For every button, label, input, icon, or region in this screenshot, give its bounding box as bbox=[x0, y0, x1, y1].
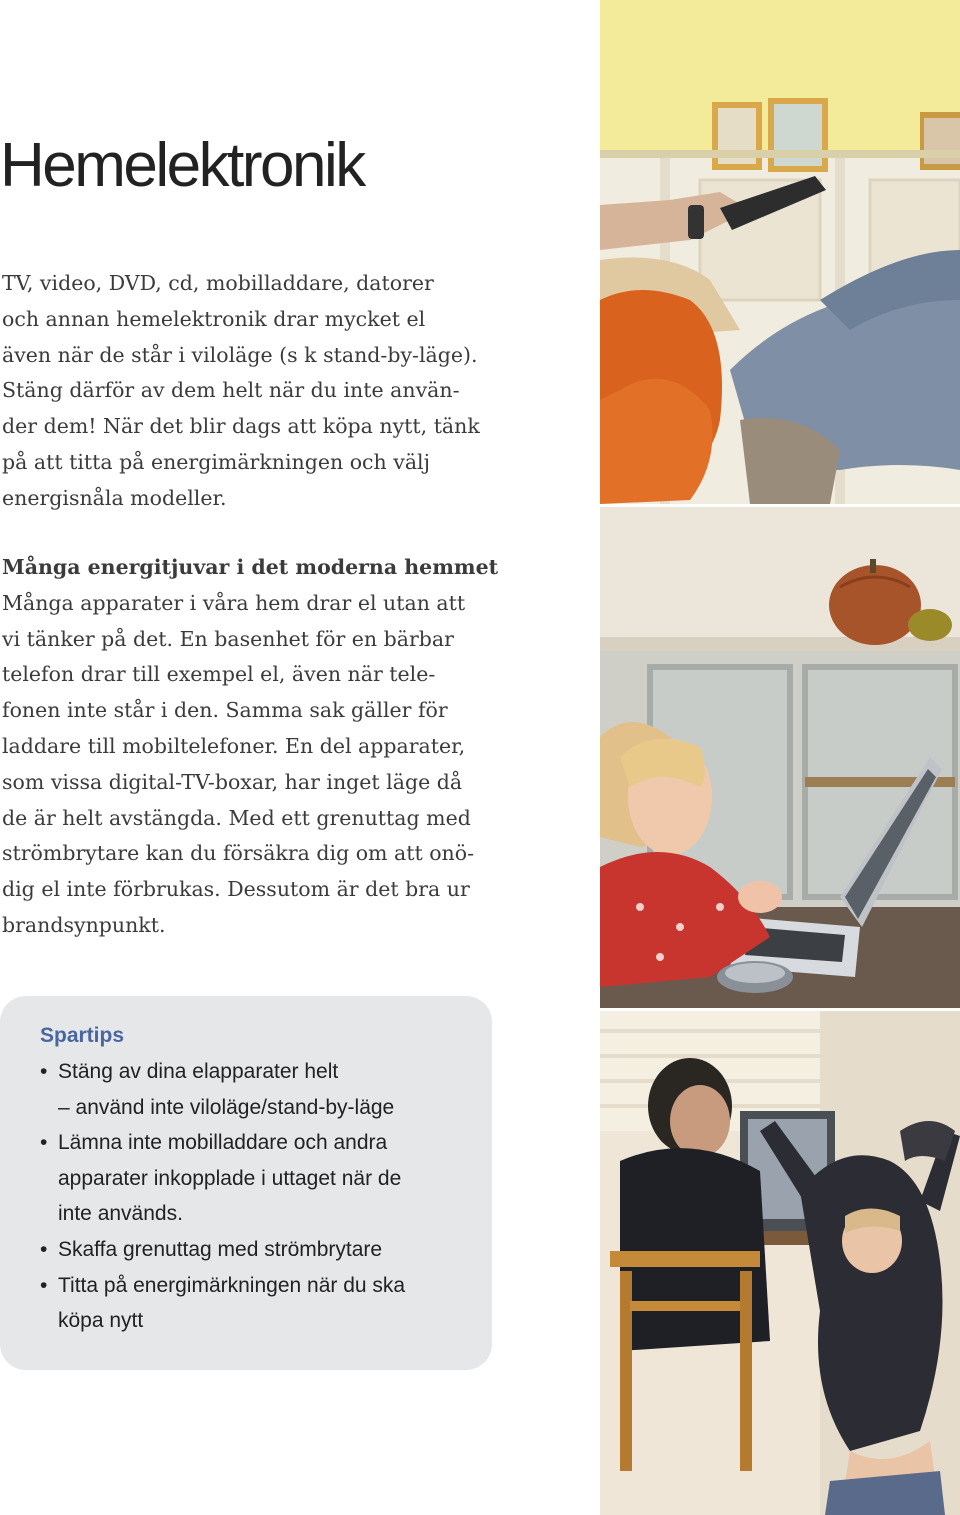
intro-paragraph bbox=[2, 266, 502, 517]
intro-line: der dem! När det blir dags att köpa nytt, tänk bbox=[2, 414, 480, 439]
tip-item bbox=[40, 1268, 480, 1339]
tip-line: köpa nytt bbox=[58, 1309, 144, 1333]
section-line: brandsynpunkt. bbox=[2, 912, 166, 937]
tips-box bbox=[0, 996, 492, 1370]
tip-line: – använd inte viloläge/stand-by-läge bbox=[58, 1095, 395, 1119]
intro-line: på att titta på energimärkningen och välj bbox=[2, 449, 430, 474]
tip-line: apparater inkopplade i uttaget när de bbox=[58, 1166, 402, 1190]
section-heading: Många energitjuvar i det moderna hemmet bbox=[2, 555, 499, 579]
tip-line: Stäng av dina elapparater helt bbox=[58, 1060, 339, 1083]
tip-line: Titta på energimärkningen när du ska bbox=[58, 1273, 406, 1297]
bullet-icon: • bbox=[40, 1060, 48, 1083]
intro-line: energisnåla modeller. bbox=[2, 485, 227, 510]
section-line: laddare till mobiltelefoner. En del apparater, bbox=[2, 733, 466, 758]
photo-remote-control-sofa bbox=[600, 0, 960, 504]
bullet-icon: • bbox=[40, 1131, 48, 1155]
bullet-icon: • bbox=[40, 1237, 48, 1261]
intro-line: och annan hemelektronik drar mycket el bbox=[2, 306, 426, 331]
photo-girl-laptop bbox=[600, 507, 960, 1008]
section-line: de är helt avstängda. Med ett grenuttag med bbox=[2, 805, 471, 830]
section-line: Många apparater i våra hem drar el utan att bbox=[2, 590, 466, 615]
tip-item bbox=[40, 1232, 480, 1268]
section-line: telefon drar till exempel el, även när tele- bbox=[2, 662, 436, 687]
tip-item bbox=[40, 1054, 480, 1125]
section-line: strömbrytare kan du försäkra dig om att onö- bbox=[2, 841, 475, 866]
photo-father-son-computer bbox=[600, 1011, 960, 1515]
section-line: som vissa digital-TV-boxar, har inget läge då bbox=[2, 769, 463, 794]
page-title: Hemelektronik bbox=[0, 131, 364, 200]
tips-title: Spartips bbox=[40, 1024, 125, 1047]
intro-line: även när de står i viloläge (s k stand-by-läge). bbox=[2, 342, 478, 367]
tips-list bbox=[40, 1054, 480, 1339]
tip-line: Lämna inte mobilladdare och andra bbox=[58, 1131, 388, 1155]
bullet-icon: • bbox=[40, 1273, 48, 1297]
section-line: vi tänker på det. En basenhet för en bärbar bbox=[2, 626, 454, 651]
section-line: fonen inte står i den. Samma sak gäller för bbox=[2, 698, 448, 723]
intro-line: TV, video, DVD, cd, mobilladdare, datorer bbox=[2, 271, 434, 295]
section-line: dig el inte förbrukas. Dessutom är det bra ur bbox=[2, 877, 470, 902]
energy-thieves-section bbox=[2, 550, 502, 944]
tip-line: Skaffa grenuttag med strömbrytare bbox=[58, 1237, 383, 1261]
intro-line: Stäng därför av dem helt när du inte använ- bbox=[2, 378, 460, 403]
tip-line: inte används. bbox=[58, 1202, 183, 1226]
tip-item bbox=[40, 1125, 480, 1232]
